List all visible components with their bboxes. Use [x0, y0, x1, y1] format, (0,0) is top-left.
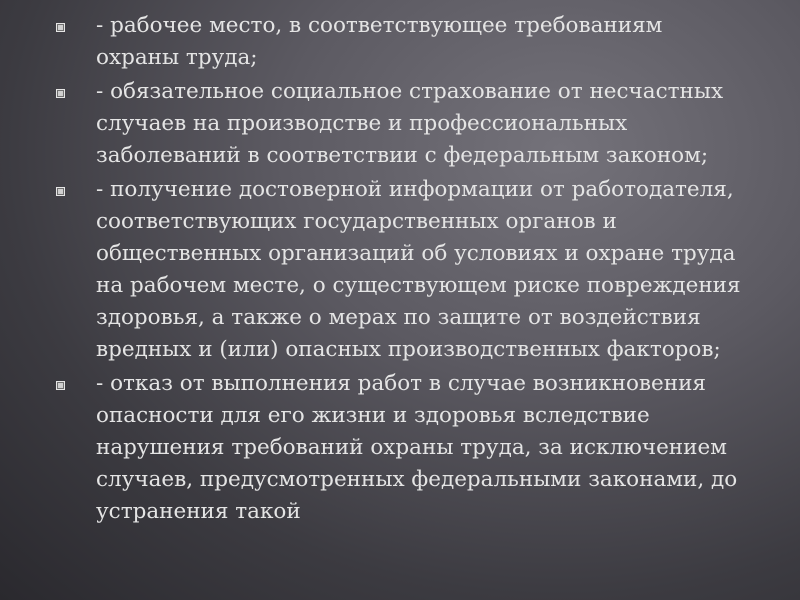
square-bullet-icon [56, 381, 65, 390]
bullet-text: - обязательное социальное страхование от несчастных случаев на производстве и профессиональных заболеваний в соответствии с федеральным законом; [96, 79, 724, 168]
bullet-text: - рабочее место, в соответствующее требованиям охраны труда; [96, 13, 663, 70]
square-bullet-icon [56, 187, 65, 196]
list-item [52, 76, 752, 172]
square-bullet-icon [56, 23, 65, 32]
bullet-text: - получение достоверной информации от работодателя, соответствующих государственных органов и общественных организаций об условиях и охране труда на рабочем месте, о существующем риске повреждения здоровья, а также о мерах по защите от воздействия вредных и (или) опасных производственных факторов; [96, 177, 741, 362]
square-bullet-icon [56, 89, 65, 98]
list-item [52, 368, 752, 528]
list-item [52, 10, 752, 74]
list-item [52, 174, 752, 366]
bullet-list [52, 10, 752, 530]
bullet-text: - отказ от выполнения работ в случае возникновения опасности для его жизни и здоровья вследствие нарушения требований охраны труда, за исключением случаев, предусмотренных федеральными законами, до устранения такой [96, 371, 738, 524]
